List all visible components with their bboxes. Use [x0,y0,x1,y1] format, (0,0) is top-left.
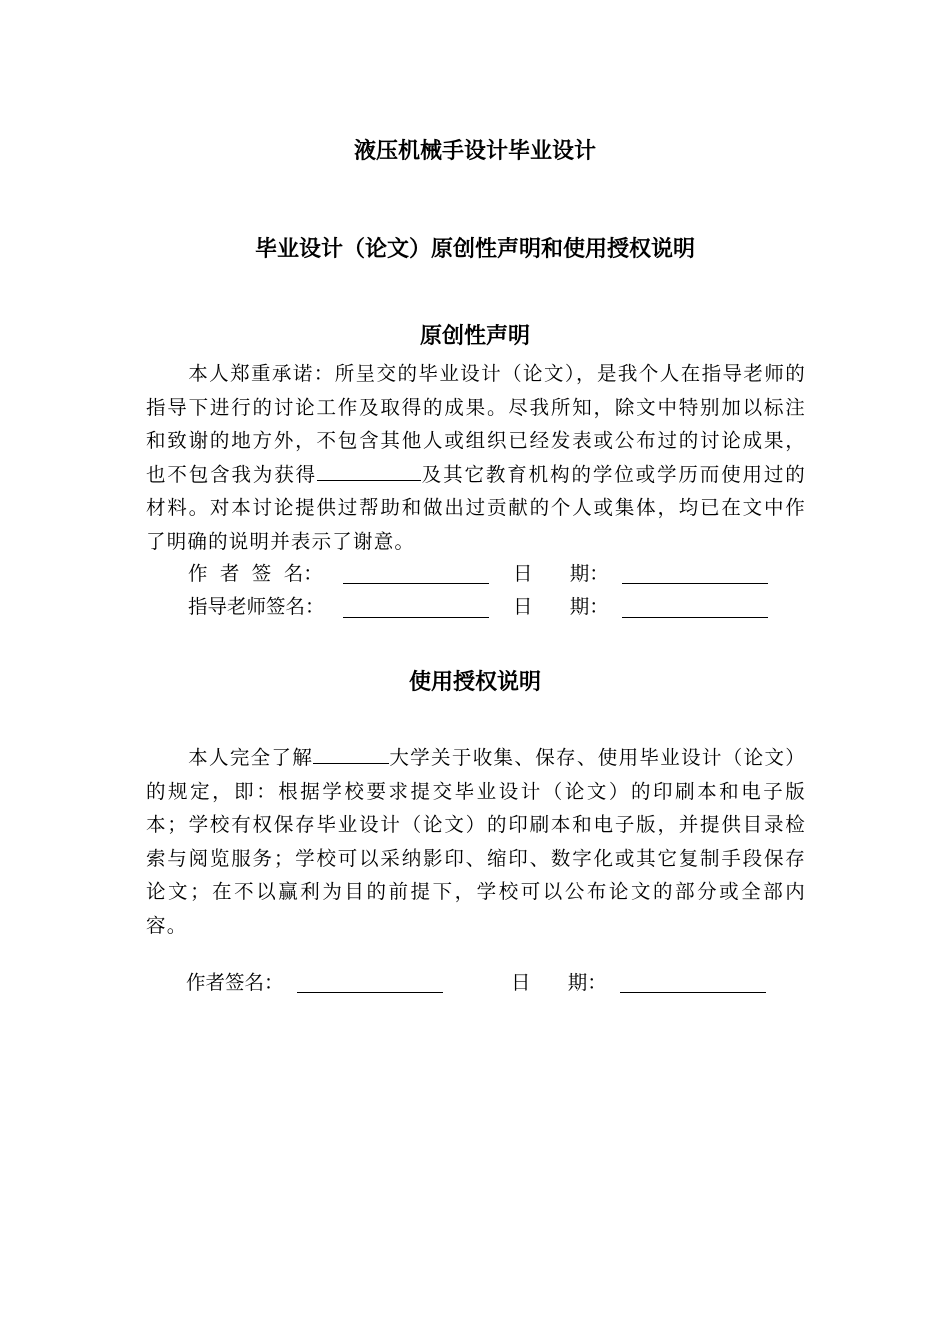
author-date-label: 日 期： [513,562,609,585]
author-date-line[interactable] [622,583,768,584]
final-author-sign-line[interactable] [297,992,443,993]
advisor-sign-line[interactable] [343,617,489,618]
university-blank[interactable] [313,743,389,764]
degree-blank[interactable] [317,460,421,481]
originality-paragraph [146,357,806,558]
document-title: 液压机械手设计毕业设计 [353,139,596,164]
originality-heading: 原创性声明 [419,324,530,349]
author-sign-line[interactable] [343,583,489,584]
advisor-sign-label: 指导老师签名： [188,595,325,618]
final-date-line[interactable] [620,992,766,993]
advisor-date-label: 日 期： [513,595,609,618]
originality-text-a: 本人郑重承诺：所呈交的毕业设计（论文），是我个人在指导老师的指导下进行的讨论工作及取得的成果。尽我所知，除文中特别加以标注和致谢的地方外，不包含其他人或组织已经发表或公布过的讨论成果，也不包含我为获得 [146,362,806,486]
authorization-text-b: 大学关于收集、保存、使用毕业设计（论文）的规定，即：根据学校要求提交毕业设计（论文）的印刷本和电子版本；学校有权保存毕业设计（论文）的印刷本和电子版，并提供目录检索与阅览服务；学校可以采纳影印、缩印、数字化或其它复制手段保存论文；在不以赢利为目的前提下，学校可以公布论文的部分或全部内容。 [146,746,806,937]
authorization-text-a: 本人完全了解 [188,746,314,769]
advisor-date-line[interactable] [622,617,768,618]
authorization-heading: 使用授权说明 [408,670,541,695]
final-author-sign-label: 作者签名： [186,971,284,994]
author-sign-label: 作 者 签 名： [188,562,323,585]
statement-title: 毕业设计（论文）原创性声明和使用授权说明 [254,237,695,262]
originality-text-b: 及其它教育机构的学位或学历而使用过的材料。对本讨论提供过帮助和做出过贡献的个人或集体，均已在文中作了明确的说明并表示了谢意。 [146,462,806,553]
authorization-paragraph [146,741,806,942]
final-date-label: 日 期： [511,971,607,994]
